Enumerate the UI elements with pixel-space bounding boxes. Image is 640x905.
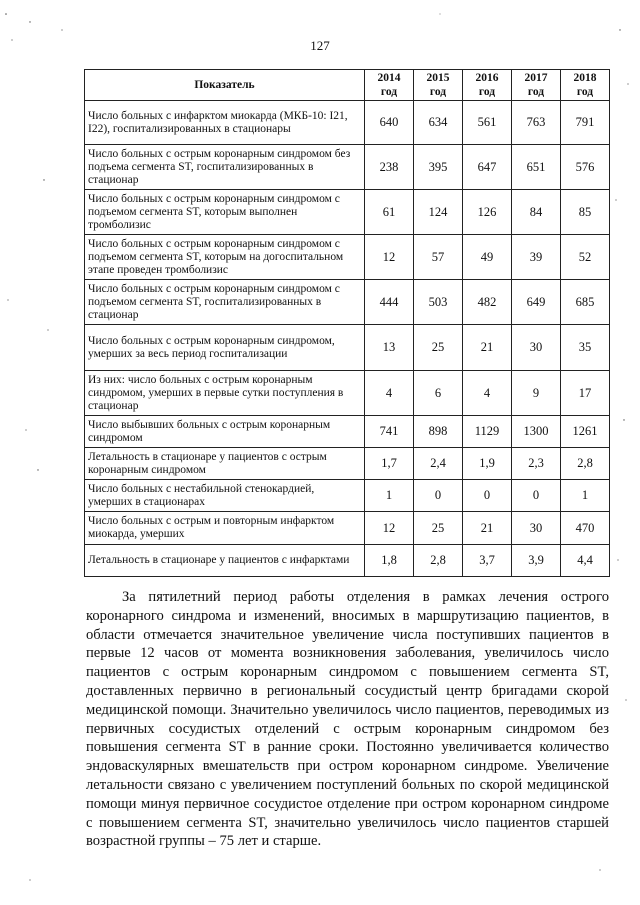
row-label: Летальность в стационаре у пациентов с инфарктами xyxy=(85,545,365,577)
cell-value: 0 xyxy=(414,480,463,512)
cell-value: 12 xyxy=(365,235,414,280)
table-row xyxy=(85,235,610,280)
paragraph-text: За пятилетний период работы отделения в рамках лечения острого коронарного синдрома и изменений, вносимых в маршрутизацию пациентов, в области отмечается значительное увеличение числа поступивших пациентов в первые 12 часов от момента возникновения заболевания, увеличилось число пациентов с острым коронарным синдромом с повышением сегмента ST, доставленных первично в региональный сосудистый центр бригадами скорой медицинской помощи. Значительно увеличилось число пациентов, переводимых из первичных сосудистых отделений с острым коронарным синдромом без повышения сегмента ST в ранние сроки. Постоянно увеличивается количество эндоваскулярных вмешательств при остром коронарном синдроме. Увеличение летальности связано с увеличением поступлений больных по скорой медицинской помощи минуя первичное сосудистое отделение при остром коронарном синдроме с повышением сегмента ST, значительно увеличилось число пациентов старшей возрастной группы – 75 лет и старше. xyxy=(86,589,609,850)
row-label: Число больных с нестабильной стенокардией, умерших в стационарах xyxy=(85,480,365,512)
cell-value: 30 xyxy=(512,325,561,371)
table-row xyxy=(85,416,610,448)
cell-value: 0 xyxy=(512,480,561,512)
cell-value: 640 xyxy=(365,101,414,145)
table-row xyxy=(85,280,610,325)
cell-value: 52 xyxy=(561,235,610,280)
table-row xyxy=(85,190,610,235)
row-label: Число больных с острым коронарным синдромом с подъемом сегмента ST, которым выполнен тромболизис xyxy=(85,190,365,235)
year-header: 2017 год xyxy=(512,70,561,101)
cell-value: 30 xyxy=(512,512,561,545)
cell-value: 634 xyxy=(414,101,463,145)
cell-value: 4,4 xyxy=(561,545,610,577)
cell-value: 1,7 xyxy=(365,448,414,480)
cell-value: 898 xyxy=(414,416,463,448)
row-label: Число выбывших больных с острым коронарным синдромом xyxy=(85,416,365,448)
row-label: Число больных с острым коронарным синдромом без подъема сегмента ST, госпитализированных в стационар xyxy=(85,145,365,190)
cell-value: 763 xyxy=(512,101,561,145)
cell-value: 470 xyxy=(561,512,610,545)
cell-value: 561 xyxy=(463,101,512,145)
cell-value: 0 xyxy=(463,480,512,512)
cell-value: 482 xyxy=(463,280,512,325)
cell-value: 49 xyxy=(463,235,512,280)
cell-value: 124 xyxy=(414,190,463,235)
cell-value: 1 xyxy=(561,480,610,512)
cell-value: 13 xyxy=(365,325,414,371)
row-label: Число больных с инфарктом миокарда (МКБ-10: I21, I22), госпитализированных в стационары xyxy=(85,101,365,145)
table-header-row xyxy=(85,70,610,101)
cell-value: 4 xyxy=(365,371,414,416)
cell-value: 2,8 xyxy=(561,448,610,480)
cell-value: 791 xyxy=(561,101,610,145)
cell-value: 1261 xyxy=(561,416,610,448)
cell-value: 238 xyxy=(365,145,414,190)
table-row xyxy=(85,480,610,512)
row-label: Число больных с острым коронарным синдромом с подъемом сегмента ST, которым на догоспитальном этапе проведен тромболизис xyxy=(85,235,365,280)
cell-value: 395 xyxy=(414,145,463,190)
cell-value: 649 xyxy=(512,280,561,325)
year-header: 2015 год xyxy=(414,70,463,101)
cell-value: 444 xyxy=(365,280,414,325)
page-number: 127 xyxy=(310,38,330,53)
cell-value: 85 xyxy=(561,190,610,235)
cell-value: 9 xyxy=(512,371,561,416)
cell-value: 1 xyxy=(365,480,414,512)
cell-value: 3,7 xyxy=(463,545,512,577)
cell-value: 39 xyxy=(512,235,561,280)
table-row xyxy=(85,371,610,416)
cell-value: 4 xyxy=(463,371,512,416)
cell-value: 25 xyxy=(414,512,463,545)
cell-value: 17 xyxy=(561,371,610,416)
table-row xyxy=(85,512,610,545)
cell-value: 21 xyxy=(463,325,512,371)
indicator-header: Показатель xyxy=(85,70,365,101)
table-row xyxy=(85,101,610,145)
row-label: Летальность в стационаре у пациентов с острым коронарным синдромом xyxy=(85,448,365,480)
table-row xyxy=(85,325,610,371)
cell-value: 84 xyxy=(512,190,561,235)
year-header: 2018 год xyxy=(561,70,610,101)
body-paragraph xyxy=(86,588,609,851)
year-header: 2016 год xyxy=(463,70,512,101)
cell-value: 1129 xyxy=(463,416,512,448)
table-row xyxy=(85,145,610,190)
cell-value: 21 xyxy=(463,512,512,545)
cell-value: 741 xyxy=(365,416,414,448)
cell-value: 57 xyxy=(414,235,463,280)
cell-value: 1,8 xyxy=(365,545,414,577)
row-label: Число больных с острым и повторным инфарктом миокарда, умерших xyxy=(85,512,365,545)
cell-value: 1,9 xyxy=(463,448,512,480)
table-row xyxy=(85,545,610,577)
cell-value: 35 xyxy=(561,325,610,371)
year-header: 2014 год xyxy=(365,70,414,101)
cell-value: 12 xyxy=(365,512,414,545)
cell-value: 647 xyxy=(463,145,512,190)
cell-value: 685 xyxy=(561,280,610,325)
cell-value: 2,3 xyxy=(512,448,561,480)
statistics-table xyxy=(84,69,610,577)
cell-value: 61 xyxy=(365,190,414,235)
row-label: Из них: число больных с острым коронарным синдромом, умерших в первые сутки поступления в стационар xyxy=(85,371,365,416)
row-label: Число больных с острым коронарным синдромом, умерших за весь период госпитализации xyxy=(85,325,365,371)
cell-value: 3,9 xyxy=(512,545,561,577)
cell-value: 2,4 xyxy=(414,448,463,480)
cell-value: 576 xyxy=(561,145,610,190)
cell-value: 503 xyxy=(414,280,463,325)
cell-value: 1300 xyxy=(512,416,561,448)
cell-value: 2,8 xyxy=(414,545,463,577)
cell-value: 126 xyxy=(463,190,512,235)
cell-value: 651 xyxy=(512,145,561,190)
cell-value: 25 xyxy=(414,325,463,371)
row-label: Число больных с острым коронарным синдромом с подъемом сегмента ST, госпитализированных в стационар xyxy=(85,280,365,325)
cell-value: 6 xyxy=(414,371,463,416)
table-row xyxy=(85,448,610,480)
